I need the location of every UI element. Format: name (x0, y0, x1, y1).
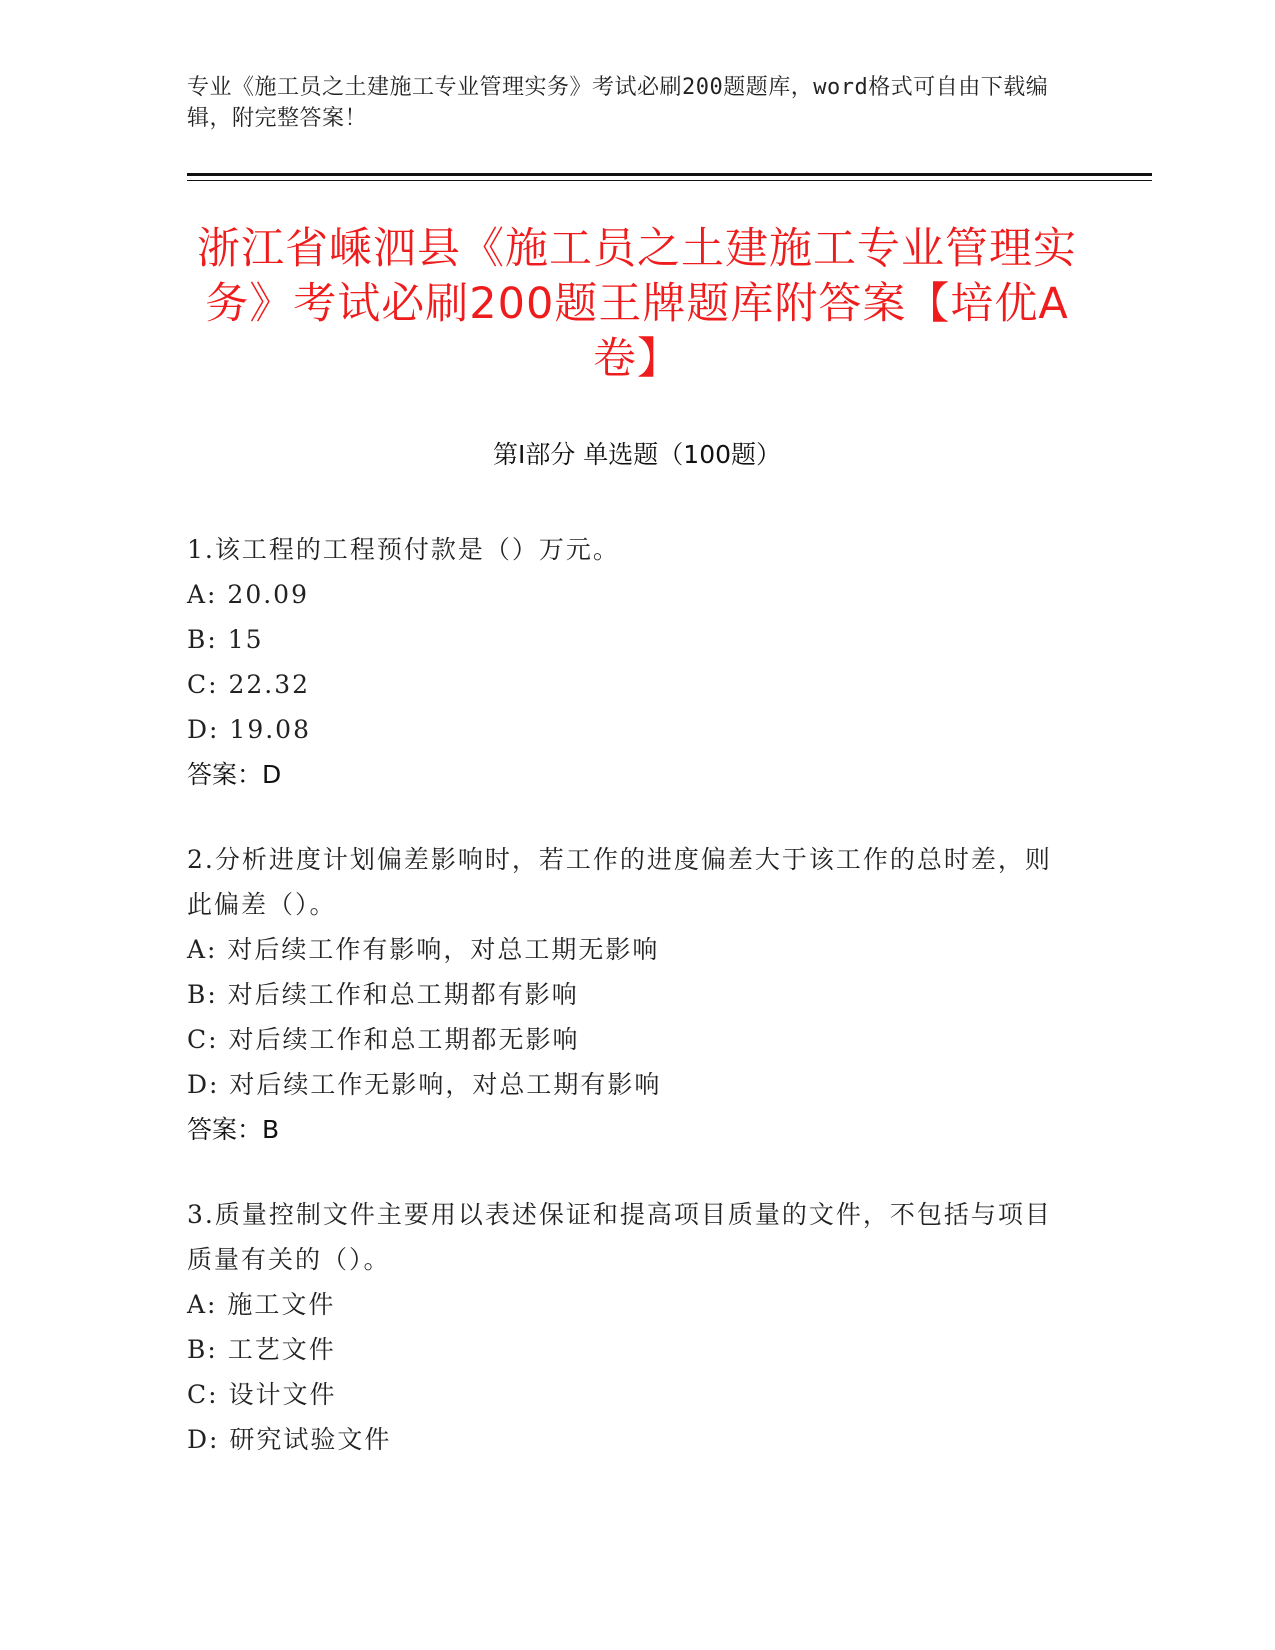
section-title: 第I部分 单选题（100题） (492, 440, 782, 469)
option-c: C: 对后续工作和总工期都无影响 (187, 1025, 580, 1054)
option-a: A: 对后续工作有影响，对总工期无影响 (187, 935, 660, 964)
option-d: D: 19.08 (187, 715, 311, 744)
option-b: B: 工艺文件 (187, 1335, 336, 1364)
question-2 (187, 837, 1067, 1152)
option-c: C: 22.32 (187, 670, 311, 699)
question-stem: 2.分析进度计划偏差影响时，若工作的进度偏差大于该工作的总时差，则此偏差（）。 (187, 845, 1052, 919)
question-stem: 3.质量控制文件主要用以表述保证和提高项目质量的文件，不包括与项目质量有关的（）。 (187, 1200, 1052, 1274)
question-list (187, 527, 1067, 1502)
answer: 答案：D (187, 760, 282, 789)
document-title: 浙江省嵊泗县《施工员之土建施工专业管理实务》考试必刷200题王牌题库附答案【培优A卷】 (197, 224, 1077, 384)
option-a: A: 20.09 (187, 580, 309, 609)
header-divider-thick (187, 173, 1152, 176)
option-b: B: 15 (187, 625, 264, 654)
option-b: B: 对后续工作和总工期都有影响 (187, 980, 579, 1009)
header-divider-thin (187, 180, 1152, 181)
question-stem: 1.该工程的工程预付款是（）万元。 (187, 535, 620, 564)
option-d: D: 对后续工作无影响，对总工期有影响 (187, 1070, 662, 1099)
option-a: A: 施工文件 (187, 1290, 336, 1319)
question-3 (187, 1192, 1067, 1462)
question-1 (187, 527, 1067, 797)
option-d: D: 研究试验文件 (187, 1425, 392, 1454)
header-note: 专业《施工员之土建施工专业管理实务》考试必刷200题题库，word格式可自由下载编辑，附完整答案！ (187, 75, 1049, 131)
answer: 答案：B (187, 1115, 280, 1144)
option-c: C: 设计文件 (187, 1380, 337, 1409)
